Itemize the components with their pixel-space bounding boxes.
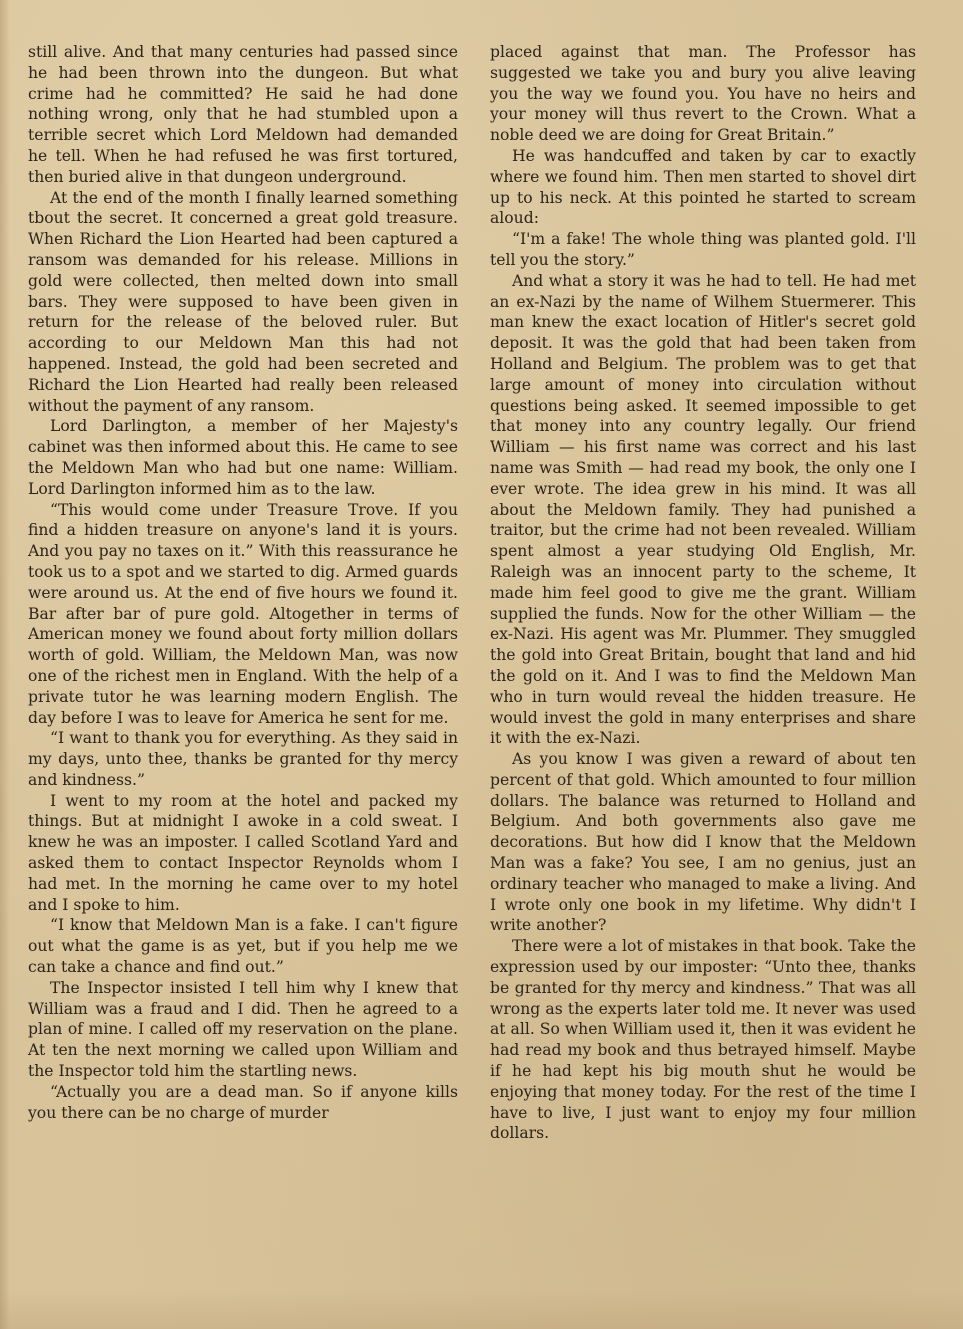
paragraph: I went to my room at the hotel and packed my things. But at midnight I awoke in a cold sweat. I knew he was an imposter. I called Scotland Yard and asked them to contact Inspector Reynolds whom I had met. In the morning he came over to my hotel and I spoke to him. xyxy=(28,791,458,914)
paragraph: “I want to thank you for everything. As they said in my days, unto thee, thanks be granted for thy mercy and kindness.” xyxy=(28,729,458,789)
paragraph: And what a story it was he had to tell. He had met an ex-Nazi by the name of Wilhem Stuermerer. This man knew the exact location of Hitler's secret gold deposit. It was the gold that had been taken from Holland and Belgium. The problem was to get that large amount of money into circulation without questions being asked. It seemed impossible to get that money into any country legally. Our friend William — his first name was correct and his last name was Smith — had read my book, the only one I ever wrote. The idea grew in his mind. It was all about the Meldown family. They had punished a traitor, but the crime had not been revealed. William spent almost a year studying Old English, Mr. Raleigh was an innocent party to the scheme, It made him feel good to give me the grant. William supplied the funds. Now for the other William — the ex-Nazi. His agent was Mr. Plummer. They smuggled the gold into Great Britain, bought that land and hid the gold on it. And I was to find the Meldown Man who in turn would reveal the hidden treasure. He would invest the gold in many enterprises and share it with the ex-Nazi. xyxy=(490,271,916,748)
left-column xyxy=(28,42,458,1123)
paragraph: placed against that man. The Professor has suggested we take you and bury you alive leaving you the way we found you. You have no heirs and your money will thus revert to the Crown. What a noble deed we are doing for Great Britain.” xyxy=(490,43,916,145)
page-bottom-shadow xyxy=(0,1289,963,1329)
page-edge-shadow xyxy=(0,0,10,1329)
paragraph: Lord Darlington, a member of her Majesty's cabinet was then informed about this. He came to see the Meldown Man who had but one name: William. Lord Darlington informed him as to the law. xyxy=(28,417,458,498)
paragraph: As you know I was given a reward of about ten percent of that gold. Which amounted to four million dollars. The balance was returned to Holland and Belgium. And both governments also gave me decorations. But how did I know that the Meldown Man was a fake? You see, I am no genius, just an ordinary teacher who managed to make a living. And I wrote only one book in my lifetime. Why didn't I write another? xyxy=(490,750,916,935)
right-column xyxy=(490,42,916,1144)
paragraph: He was handcuffed and taken by car to exactly where we found him. Then men started to shovel dirt up to his neck. At this pointed he started to scream aloud: xyxy=(490,146,916,228)
paragraph: The Inspector insisted I tell him why I knew that William was a fraud and I did. Then he agreed to a plan of mine. I called off my reservation on the plane. At ten the next morning we called upon William and the Inspector told him the startling news. xyxy=(28,978,458,1081)
paragraph: “I'm a fake! The whole thing was planted gold. I'll tell you the story.” xyxy=(490,230,916,269)
paragraph: “I know that Meldown Man is a fake. I can't figure out what the game is as yet, but if you help me we can take a chance and find out.” xyxy=(28,916,458,977)
paragraph: “This would come under Treasure Trove. If you find a hidden treasure on anyone's land it is yours. And you pay no taxes on it.” With this reassurance he took us to a spot and we started to dig. Armed guards were around us. At the end of five hours we found it. Bar after bar of pure gold. Altogether in terms of American money we found about forty million dollars worth of gold. William, the Meldown Man, was now one of the richest men in England. With the help of a private tutor he was learning modern English. The day before I was to leave for America he sent for me. xyxy=(28,500,458,727)
paragraph: There were a lot of mistakes in that book. Take the expression used by our imposter: “Unto thee, thanks be granted for thy mercy and kindness.” That was all wrong as the experts later told me. It never was used at all. So when William used it, then it was evident he had read my book and thus betrayed himself. Maybe if he had kept his big mouth shut he would be enjoying that money today. For the rest of the time I have to live, I just want to enjoy my four million dollars. xyxy=(490,937,916,1143)
paragraph: At the end of the month I finally learned something tbout the secret. It concerned a great gold treasure. When Richard the Lion Hearted had been captured a ransom was demanded for his release. Millions in gold were collected, then melted down into small bars. They were supposed to have been given in return for the release of the beloved ruler. But according to our Meldown Man this had not happened. Instead, the gold had been secreted and Richard the Lion Hearted had really been released without the payment of any ransom. xyxy=(28,188,458,415)
paragraph: “Actually you are a dead man. So if anyone kills you there can be no charge of murder xyxy=(28,1082,458,1122)
paragraph: still alive. And that many centuries had passed since he had been thrown into the dungeon. But what crime had he committed? He said he had done nothing wrong, only that he had stumbled upon a terrible secret which Lord Meldown had demanded he tell. When he had refused he was first tortured, then buried alive in that dungeon underground. xyxy=(28,43,458,186)
